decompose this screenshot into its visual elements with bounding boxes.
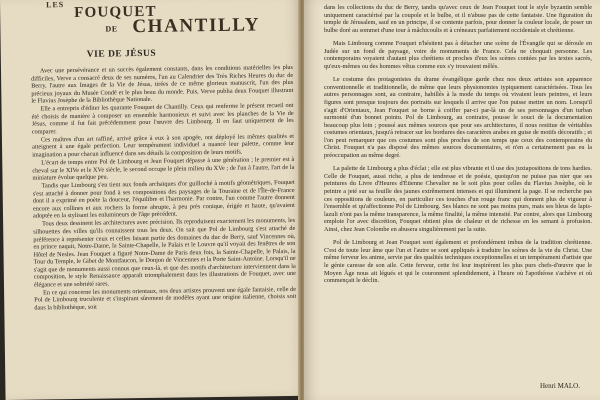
paragraph: Avec une persévérance et un succès également constants, dans les conditions matérielles les plus difficiles, Verve a consacré deux de ses numéros, l'un au Calendrier des Très Riches Heures du duc de Berry, l'autre aux Images de la Vie de Jésus, tirées de ce même glorieux manuscrit, l'un des plus précieux joyaux du Musée Condé et le plus beau du monde. Puis, Verve publia deux Fouquet illustrant le Flavius Josèphe de la Bibliothèque Nationale. bbox=[31, 63, 294, 105]
article-title-line-1: FOUQUET bbox=[74, 3, 157, 21]
author-signature: Henri MALO. bbox=[539, 382, 580, 390]
paragraph: Tous deux dessinent les architectures avec précision. Ils reproduisent exactement les monuments, les silhouettes des villes qu'ils connaissent tous les deux. On sait que Pol de Limbourg s'est attaché de préférence à représenter ceux et celles faisant partie des domaines du duc de Berry, sauf Vincennes où, en prince naquit, Notre-Dame, la Sainte-Chapelle, le Palais et le Louvre qu'il voyait des fenêtres de son Hôtel de Nesles. Jean Fouquet a figuré Notre-Dame de Paris deux fois, la Sainte-Chapelle, le Palais, la Tour du Temple, le Gibet de Montfaucon, le Donjon de Vincennes et la Porte Saint-Antoine. Lorsqu'il ne s'agit que de monuments aussi connus que ceux-là, et que des motifs d'architecture interviennent dans la composition, le style Renaissance apparaît triomphalement dans les illustrations de Fouquet, avec une élégance et une sobriété rares. bbox=[33, 217, 296, 289]
left-text-column bbox=[31, 64, 298, 398]
paragraph: Mais Limbourg comme Fouquet n'hésitent pas à détacher une scène de l'Évangile qui se déroule en Judée sur un fond de paysage, voire de monuments de France. Cela ne choquait personne. Les contemporains voyaient d'autant plus chrétiens et proches d'eux les scènes contées par les textes sacrés, qu'eux-mêmes ou des hommes vêtus comme eux s'y trouvaient mêlés. bbox=[324, 40, 592, 70]
paragraph: La palette de Limbourg a plus d'éclat ; elle est plus vibrante et il use des juxtapositions de tons hardies. Celle de Fouquet, aussi riche, a plus de tendresse et de poésie, quoiqu'on ne puisse pas nier que ses peintures du Livre d'Heures d'Étienne Chevalier ne le soit plus pour celles du Flavius Josèphe, où le peintre a jeté sur sa feuille des jaunes extrêmement intenses et qui illuminent la page. Il se recherche pas ces oppositions de couleurs, en particulier ces touches d'un rouge franc qui donnent plus de vigueur à l'ensemble et qu'affectionne Pol de Limbourg. Ses blancs ne sont pas moins purs, mais ses bleus de lapis-lazuli n'ont pas la même transparence, la même finalité, la même intensité. Par contre, alors que Limbourg emploie l'or avec discrétion, Fouquet obtient plus de chaleur et de richesse en les semant à profusion. Ainsi, chez Jean Colombe en abusera singulièrement par la suite. bbox=[324, 165, 592, 233]
paragraph: dans les collections du duc de Berry, tandis qu'avec ceux de Jean Fouquet tout le style byzantin semble uniquement caractérisé par la coupole et le bulbe, et il n'abuse pas de cette fantaisie. Une figuration du temple de Jérusalem, sauf en un principe, il se contente parfois, pour donner la couleur locale, de poser un bulbe doré au sommet d'une tour à mâchicoulis et à créneaux parfaitement occidentale et chrétienne. bbox=[324, 4, 592, 34]
paragraph: Elle a entrepris d'éditer les quarante Fouquet de Chantilly. Ceux qui renferme le présent recueil ont été choisis de manière à composer un ensemble harmonieux et suivi avec les planches de la Vie de Jésus, comme il fut fait précédemment pour l'œuvre des Limbourg. Il en faut uniquement de les comparer. bbox=[31, 102, 294, 136]
article-title-connector: DE bbox=[105, 24, 118, 34]
running-header: LES bbox=[46, 0, 65, 10]
article-subtitle: VIE DE JÉSUS bbox=[86, 48, 157, 60]
paragraph: Pol de Limbourg et Jean Fouquet sont également et profondément imbus de la tradition chrétienne. C'est de toute leur âme que l'un et l'autre se sont appliqués à traduire les scènes de la vie du Christ. Une même ferveur les anime, servie par des qualités techniques exceptionnelles et un tempérament d'artiste que le génie caresse de son aile. Cette ferveur, cette foi leur inspirèrent les plus purs chefs-d'œuvre que le Moyen Âge nous ait légués et qui le couronnent splendidement, à l'heure où l'apothéose s'achève et où commençait le déclin. bbox=[324, 239, 592, 285]
right-page bbox=[304, 0, 600, 400]
paragraph: L'écart de temps entre Pol de Limbourg et Jean Fouquet dépasse à une génération ; le premier est à cheval sur le XIVe et le XVe siècle, le second occupe le plein milieu du XVe ; de l'un à l'autre, l'art de la miniature évolue quelque peu. bbox=[32, 155, 295, 182]
right-text-column bbox=[324, 4, 592, 396]
paragraph: En ce qui concerne les monuments orientaux, nos deux artistes prouvent une égale fantaisie, celle de Pol de Limbourg truculente et s'inspirant sûrement de modèles ayant une origine italienne, choisis soit dans la bibliothèque, soit bbox=[34, 285, 297, 312]
paragraph: Tandis que Limbourg s'en tient aux fonds archaïques d'or guilloché à motifs géométriques, Fouquet s'est attaché à donner pour fond à ses compositions des paysages de la Touraine et de l'Île-de-France dont il a exprimé en poète la douceur, l'équilibre et l'harmonie. Par contre, l'un comme l'autre donnent encore aux collines et aux rochers la forme abrupte, à peu près conique, érigée et haute, qu'avaient adoptée en la stylisant les enlumineurs de l'âge précédent. bbox=[32, 179, 295, 220]
paragraph: Le costume des protagonistes du drame évangélique garde chez nos deux artistes son apparence conventionnelle et traditionnelle, de même que leurs physionomies typiquement caractérisées. Tous les autres personnages sont, au contraire, habillés à la mode du temps où vivaient leurs peintres, et leurs figures sont presque toujours des portraits sur lesquels il arrive que l'on puisse mettre un nom. Lorsqu'il s'agit d'Orientaux, Jean Fouquet se borne à coiffer par-ci par-là un de ses personnages d'un turban surmonté d'un bonnet pointu. Pol de Limbourg, au contraire, pousse le souci de la documentation beaucoup plus loin ; poussé aux mêmes sources que pour ses architectures, il nous restitue de véritables costumes orientaux, jusqu'à retracer sur les bordures des caractères arabes en guise de motifs décoratifs ; et l'on peut remarquer que ces costumes sont plus proches de son temps que ceux des contemporains du Christ. Fouquet n'a pas disposé des mêmes sources documentaires, et n'en a certainement pas eu la préoccupation au même degré. bbox=[324, 76, 592, 159]
article-title-line-2: CHANTILLY bbox=[132, 14, 261, 38]
paragraph: Ces maîtres d'un art raffiné, arrivé grâce à eux à son apogée, ont déployé les mêmes qualités et atteignent à une égale perfection. Leur tempérament individuel a nuancé leur palette, comme leur imagination a pour chacun influencé dans ses détails la composition de leurs motifs. bbox=[32, 132, 295, 159]
